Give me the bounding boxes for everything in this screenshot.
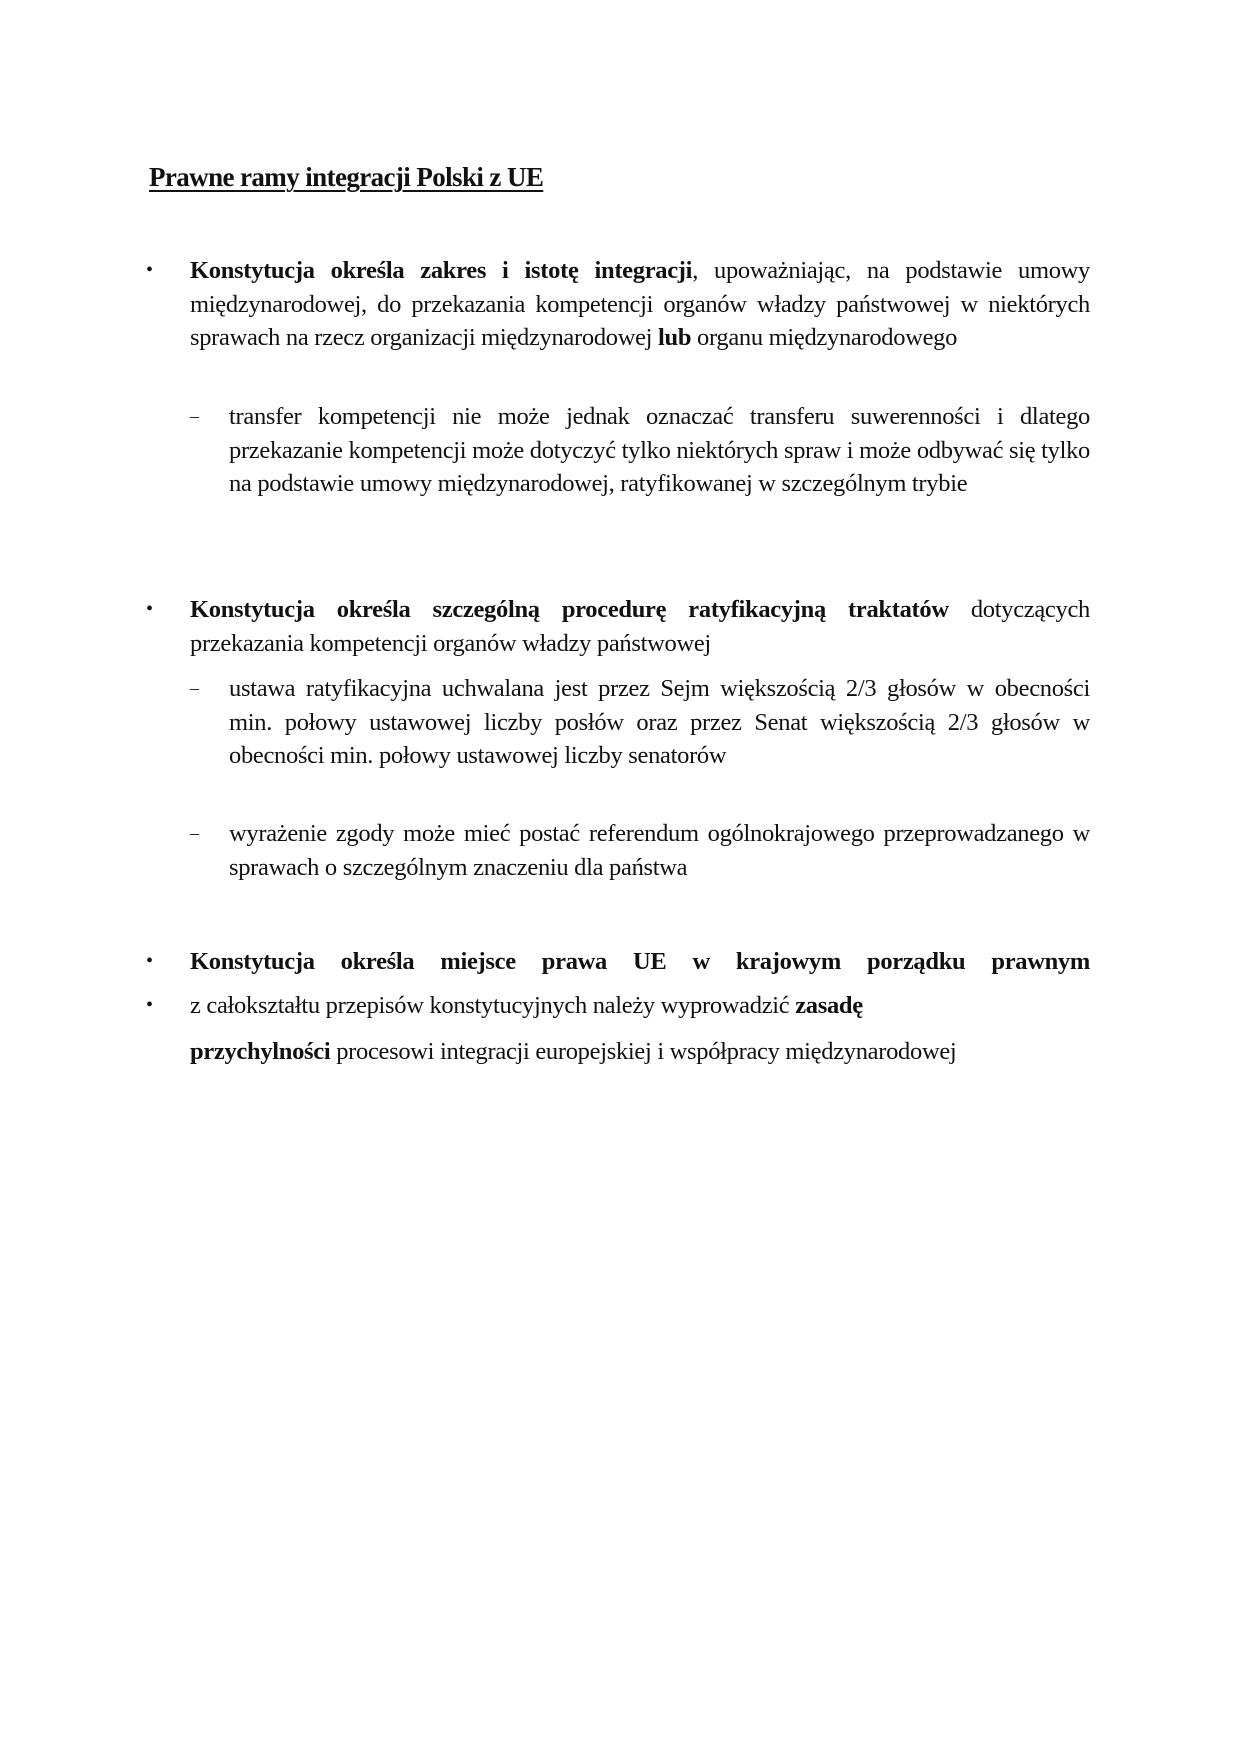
bullet-item-4 [190, 989, 1090, 1023]
dash-icon: – [190, 678, 199, 698]
body-text: z całokształtu przepisów konstytucyjnych należy wyprowadzić [190, 992, 796, 1019]
bold-text: Konstytucja określa miejsce prawa UE w krajowym porządku prawnym [190, 948, 1090, 975]
bullet-item-2 [190, 593, 1090, 660]
bullet-item-4-continuation [190, 1035, 1070, 1069]
body-text: , upoważniając, na podstawie umowy międzynarodowej, do przekazania kompetencji organów władzy państwowej w niektórych sprawach na rzecz organizacji międzynarodowej [190, 257, 1090, 351]
bold-text: Konstytucja określa szczególną procedurę ratyfikacyjną traktatów [190, 596, 949, 623]
bullet-icon: • [146, 259, 154, 281]
bullet-icon: • [146, 994, 154, 1016]
bold-text: Konstytucja określa zakres i istotę integracji [190, 257, 693, 284]
dash-icon: – [190, 406, 199, 426]
document-title: Prawne ramy integracji Polski z UE [149, 162, 544, 192]
dash-icon: – [190, 823, 199, 843]
bold-text: przychylności [190, 1038, 331, 1065]
body-text: dotyczących przekazania kompetencji organów władzy państwowej [190, 596, 1090, 657]
sub-item: transfer kompetencji nie może jednak oznaczać transferu suwerenności i dlatego przekazanie kompetencji może dotyczyć tylko niektórych spraw i może odbywać się tylko na podstawie umowy międzynarodowej, ratyfikowanej w szczególnym trybie [229, 403, 1090, 497]
sub-item: ustawa ratyfikacyjna uchwalana jest przez Sejm większością 2/3 głosów w obecności min. połowy ustawowej liczby posłów oraz przez Senat większością 2/3 głosów w obecności min. połowy ustawowej liczby senatorów [229, 675, 1090, 769]
body-text: organu międzynarodowego [691, 324, 958, 351]
bullet-item-3 [190, 945, 1090, 979]
body-text: procesowi integracji europejskiej i współpracy międzynarodowej [330, 1038, 957, 1065]
bullet-icon: • [146, 598, 154, 620]
bold-text: zasadę [795, 992, 863, 1019]
bold-text: lub [658, 324, 692, 351]
bullet-item-1 [190, 254, 1090, 355]
bullet-icon: • [146, 950, 154, 972]
sub-item: wyrażenie zgody może mieć postać referendum ogólnokrajowego przeprowadzanego w sprawach o szczególnym znaczeniu dla państwa [229, 820, 1090, 881]
